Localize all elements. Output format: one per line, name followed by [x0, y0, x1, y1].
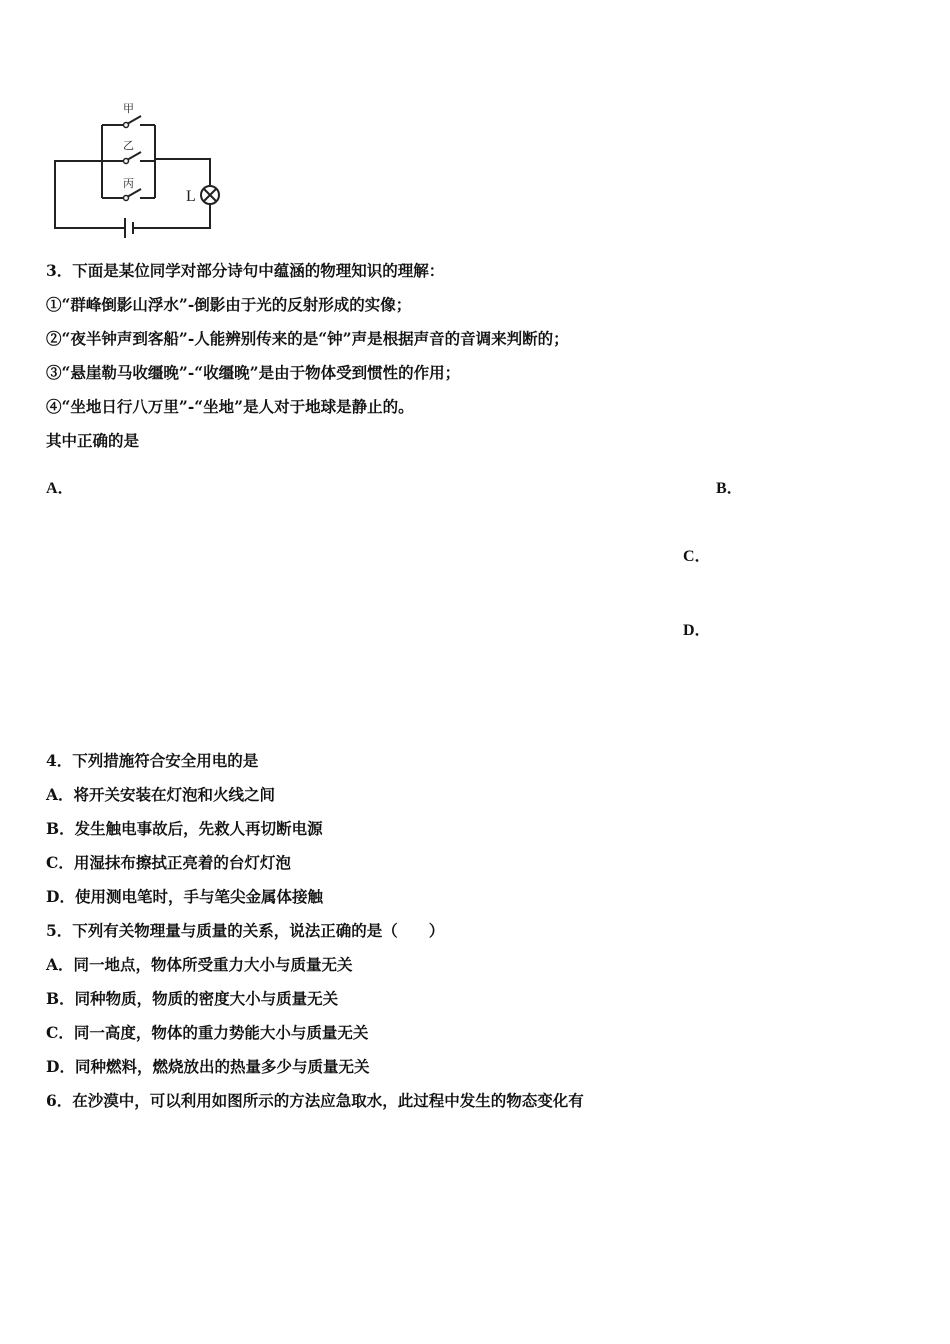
q5-option-a: A．同一地点，物体所受重力大小与质量无关	[46, 955, 353, 974]
q4-option-d: D．使用测电笔时，手与笔尖金属体接触	[46, 887, 323, 906]
q5-stem: 5．下列有关物理量与质量的关系，说法正确的是（ ）	[46, 921, 445, 940]
q4-option-b: B．发生触电事故后，先救人再切断电源	[46, 819, 323, 838]
switch-label-yi: 乙	[123, 139, 134, 152]
q4-stem: 4．下列措施符合安全用电的是	[46, 751, 259, 770]
q3-option-b: B．	[716, 480, 743, 497]
circuit-diagram	[45, 98, 230, 243]
q3-stem: 3．下面是某位同学对部分诗句中蕴涵的物理知识的理解：	[46, 261, 445, 280]
q5-option-b: B．同种物质，物质的密度大小与质量无关	[46, 989, 339, 1008]
switch-label-bing: 丙	[123, 177, 134, 190]
q3-item-2: ②“夜半钟声到客船”-人能辨别传来的是“钟”声是根据声音的音调来判断的；	[46, 329, 569, 348]
q3-option-c: C．	[683, 548, 711, 565]
switch-label-jia: 甲	[123, 102, 134, 115]
q4-option-c: C．用湿抹布擦拭正亮着的台灯灯泡	[46, 853, 291, 872]
q3-item-4: ④“坐地日行八万里”-“坐地”是人对于地球是静止的。	[46, 397, 414, 416]
q5-option-c: C．同一高度，物体的重力势能大小与质量无关	[46, 1023, 369, 1042]
q6-stem: 6．在沙漠中，可以利用如图所示的方法应急取水，此过程中发生的物态变化有	[46, 1091, 584, 1110]
q3-item-3: ③“悬崖勒马收缰晚”-“收缰晚”是由于物体受到惯性的作用；	[46, 363, 461, 382]
q3-option-a: A．	[46, 480, 74, 497]
q3-prompt: 其中正确的是	[46, 431, 140, 450]
q5-option-d: D．同种燃料，燃烧放出的热量多少与质量无关	[46, 1057, 370, 1076]
q4-option-a: A．将开关安装在灯泡和火线之间	[46, 785, 276, 804]
q3-option-d: D．	[683, 622, 711, 639]
lamp-label: L	[186, 188, 196, 205]
q3-item-1: ①“群峰倒影山浮水”-倒影由于光的反射形成的实像；	[46, 295, 412, 314]
